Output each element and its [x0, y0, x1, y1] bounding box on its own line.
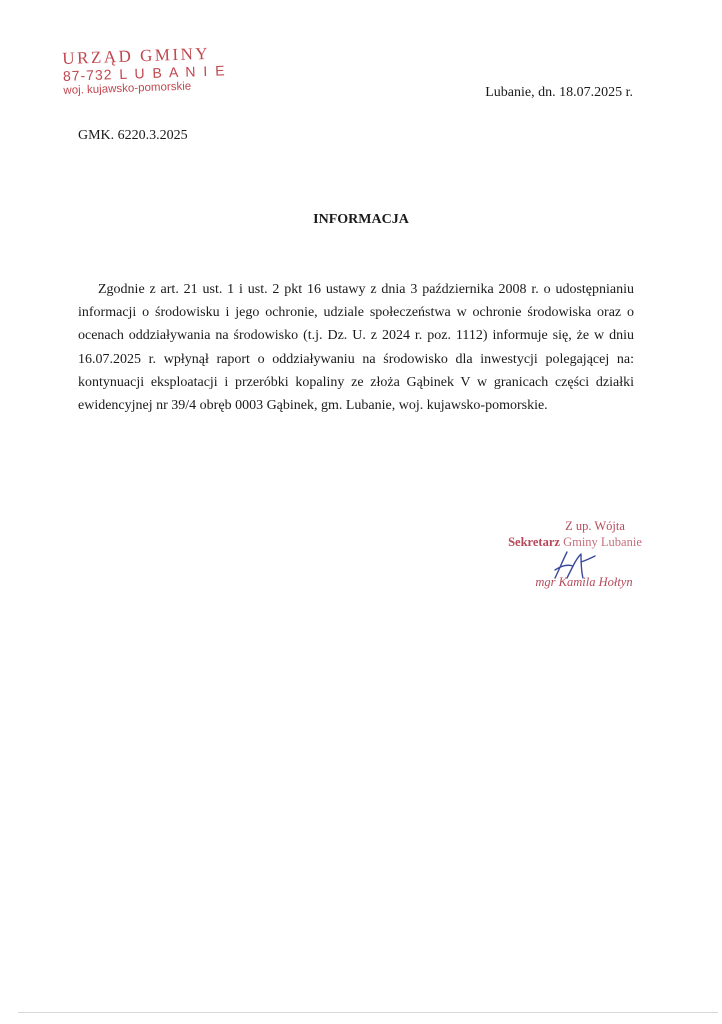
case-reference: GMK. 6220.3.2025: [78, 128, 188, 143]
signature-name: mgr Kamila Hołtyn: [535, 575, 633, 589]
stamp-postal-code: 87-732 L U B A N I E: [62, 62, 226, 84]
signature-position: [490, 534, 660, 550]
place-and-date: Lubanie, dn. 18.07.2025 r.: [485, 85, 633, 100]
signature-stamp: [490, 518, 660, 590]
scan-edge-line: [18, 1012, 718, 1013]
stamp-voivodeship: woj. kujawsko-pomorskie: [63, 80, 192, 97]
office-stamp: [62, 44, 244, 98]
body-paragraph: Zgodnie z art. 21 ust. 1 i ust. 2 pkt 16 ustawy z dnia 3 października 2008 r. o udostępnianiu informacji o środowisku i jego ochronie, udziale społeczeństwa w ochronie środowiska oraz o ocenach oddziaływania na środowisko (t.j. Dz. U. z 2024 r. poz. 1112) informuje się, że w dniu 16.07.2025 r. wpłynął raport o oddziaływaniu na środowisko dla inwestycji polegającej na: kontynuacji eksploatacji i przeróbki kopaliny ze złoża Gąbinek V w granicach części działki ewidencyjnej nr 39/4 obręb 0003 Gąbinek, gm. Lubanie, woj. kujawsko-pomorskie.: [78, 282, 634, 414]
stamp-office-name: URZĄD GMINY: [61, 43, 211, 68]
signature-authority: Z up. Wójta: [565, 519, 625, 533]
signature-position-office: Gminy Lubanie: [563, 535, 642, 549]
document-title: INFORMACJA: [313, 212, 409, 227]
signature-position-title: Sekretarz: [508, 535, 564, 549]
